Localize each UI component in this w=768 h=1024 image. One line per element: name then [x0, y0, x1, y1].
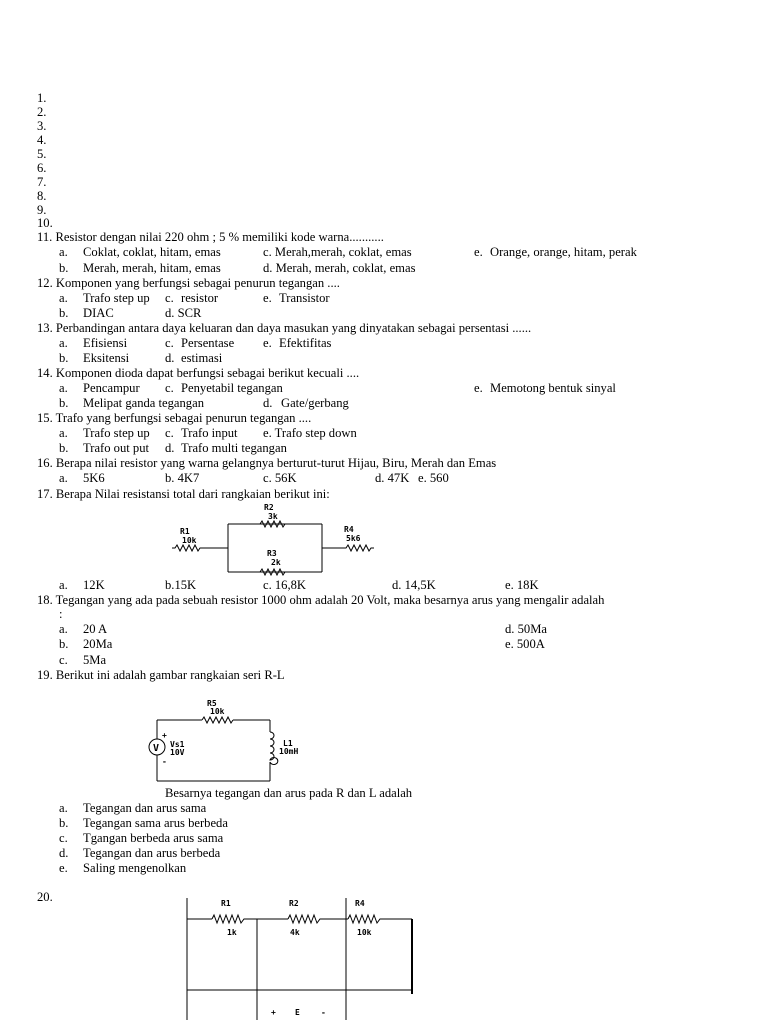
- item-number: 7.: [37, 175, 47, 189]
- option-label: e.: [474, 381, 483, 395]
- option-text: d. 47K: [375, 471, 410, 485]
- r1-value: 1k: [227, 928, 237, 937]
- item-number: 1.: [37, 91, 47, 105]
- option-text: resistor: [181, 291, 219, 305]
- option-text: Efektifitas: [279, 336, 332, 350]
- l1-label: L1: [283, 739, 293, 748]
- option-label: b.: [59, 261, 69, 275]
- item-number: 4.: [37, 133, 47, 147]
- option-text: Tegangan dan arus sama: [83, 801, 207, 815]
- minus-sign: -: [162, 757, 167, 766]
- option-text: Trafo multi tegangan: [181, 441, 287, 455]
- question-13: 13. Perbandingan antara daya keluaran dan daya masukan yang dinyatakan sebagai persentasi ......: [37, 321, 532, 335]
- option-label: a.: [59, 622, 68, 636]
- r1-label: R1: [180, 527, 190, 536]
- r4-value: 5k6: [346, 534, 361, 543]
- option-text: Trafo step up: [83, 426, 150, 440]
- r3-resistor: [260, 569, 285, 575]
- question-19: 19. Berikut ini adalah gambar rangkaian seri R-L: [37, 668, 285, 682]
- option-text: Merah, merah, hitam, emas: [83, 261, 221, 275]
- r5-value: 10k: [210, 707, 225, 716]
- option-label: c.: [59, 831, 68, 845]
- option-text: Melipat ganda tegangan: [83, 396, 204, 410]
- item-number: 3.: [37, 119, 47, 133]
- option-label: c.: [165, 381, 174, 395]
- vs1-value: 10V: [170, 748, 185, 757]
- option-label: b.: [59, 306, 69, 320]
- voltmeter-symbol: V: [153, 743, 160, 754]
- option-text: d. SCR: [165, 306, 202, 320]
- option-text: Eksitensi: [83, 351, 130, 365]
- option-label: a.: [59, 801, 68, 815]
- question-11: 11. Resistor dengan nilai 220 ohm ; 5 % memiliki kode warna...........: [37, 230, 384, 244]
- option-text: estimasi: [181, 351, 223, 365]
- option-text: 20 A: [83, 622, 108, 636]
- option-text: b.15K: [165, 578, 197, 592]
- question-16: 16. Berapa nilai resistor yang warna gelangnya berturut-turut Hijau, Biru, Merah dan Emas: [37, 456, 497, 470]
- question-14: 14. Komponen dioda dapat berfungsi sebagai berikut kecuali ....: [37, 366, 360, 380]
- option-label: b.: [59, 396, 69, 410]
- question-15: 15. Trafo yang berfungsi sebagai penurun tegangan ....: [37, 411, 312, 425]
- option-text: e. 560: [418, 471, 449, 485]
- option-label: a.: [59, 381, 68, 395]
- option-text: 5K6: [83, 471, 105, 485]
- option-text: Gate/gerbang: [281, 396, 349, 410]
- option-label: e.: [263, 336, 272, 350]
- vs1-label: Vs1: [170, 740, 185, 749]
- option-label: d.: [165, 441, 175, 455]
- item-number: 6.: [37, 161, 47, 175]
- r4-label: R4: [355, 899, 365, 908]
- r5-label: R5: [207, 699, 217, 708]
- r5-resistor: [202, 717, 233, 723]
- option-label: d.: [263, 396, 273, 410]
- plus-sign: +: [271, 1008, 276, 1017]
- option-text: c. 56K: [263, 471, 297, 485]
- plus-sign: +: [162, 731, 167, 740]
- r1-resistor: [212, 915, 288, 923]
- option-label: a.: [59, 291, 68, 305]
- item-number: 2.: [37, 105, 47, 119]
- option-text: d. 14,5K: [392, 578, 436, 592]
- option-label: a.: [59, 578, 68, 592]
- r4-resistor: [322, 545, 374, 551]
- option-text: DIAC: [83, 306, 114, 320]
- option-text: 12K: [83, 578, 105, 592]
- question-19-prompt: Besarnya tegangan dan arus pada R dan L adalah: [165, 786, 413, 800]
- option-label: b.: [59, 816, 69, 830]
- option-text: Trafo step up: [83, 291, 150, 305]
- item-number: 8.: [37, 189, 47, 203]
- option-text: Memotong bentuk sinyal: [490, 381, 616, 395]
- option-text: d. 50Ma: [505, 622, 547, 636]
- option-label: a.: [59, 245, 68, 259]
- option-label: d.: [59, 846, 69, 860]
- option-text: Pencampur: [83, 381, 140, 395]
- option-text: Transistor: [279, 291, 330, 305]
- r3-label: R3: [267, 549, 277, 558]
- option-text: b. 4K7: [165, 471, 200, 485]
- option-label: b.: [59, 441, 69, 455]
- option-label: c.: [165, 336, 174, 350]
- r1-resistor: [172, 545, 228, 551]
- option-text: d. Merah, merah, coklat, emas: [263, 261, 416, 275]
- option-label: a.: [59, 471, 68, 485]
- option-text: Efisiensi: [83, 336, 128, 350]
- r1-label: R1: [221, 899, 231, 908]
- option-label: b.: [59, 351, 69, 365]
- option-label: c.: [165, 291, 174, 305]
- option-text: Penyetabil tegangan: [181, 381, 283, 395]
- option-label: a.: [59, 336, 68, 350]
- option-text: Tegangan dan arus berbeda: [83, 846, 221, 860]
- source-e-label: E: [295, 1008, 300, 1017]
- minus-sign: -: [321, 1008, 326, 1017]
- r4-value: 10k: [357, 928, 372, 937]
- item-number: 9.: [37, 203, 47, 217]
- item-number: 5.: [37, 147, 47, 161]
- r3-value: 2k: [271, 558, 281, 567]
- r4-resistor: [348, 915, 412, 923]
- parallel-resistor-circuit: [160, 500, 390, 576]
- option-text: Tegangan sama arus berbeda: [83, 816, 228, 830]
- r2-label: R2: [289, 899, 299, 908]
- item-number: 10.: [37, 216, 53, 230]
- rl-series-circuit: [140, 692, 320, 788]
- option-label: c.: [59, 653, 68, 667]
- option-text: Persentase: [181, 336, 235, 350]
- mixed-resistor-circuit: [180, 894, 420, 1022]
- option-label: c.: [165, 426, 174, 440]
- option-text: Trafo out put: [83, 441, 150, 455]
- option-text: Tgangan berbeda arus sama: [83, 831, 224, 845]
- option-label: b.: [59, 637, 69, 651]
- option-text: e. 18K: [505, 578, 539, 592]
- r2-resistor: [260, 521, 285, 527]
- r1-value: 10k: [182, 536, 197, 545]
- l1-value: 10mH: [279, 747, 299, 756]
- question-18-continuation: :: [59, 607, 63, 621]
- question-17: 17. Berapa Nilai resistansi total dari rangkaian berikut ini:: [37, 487, 330, 501]
- r2-resistor: [288, 915, 348, 923]
- option-text: c. 16,8K: [263, 578, 307, 592]
- option-label: e.: [59, 861, 68, 875]
- question-20: 20.: [37, 890, 53, 904]
- r2-value: 4k: [290, 928, 300, 937]
- option-text: e. Trafo step down: [263, 426, 357, 440]
- option-text: Saling mengenolkan: [83, 861, 187, 875]
- option-label: e.: [474, 245, 483, 259]
- option-text: Trafo input: [181, 426, 238, 440]
- r4-label: R4: [344, 525, 354, 534]
- option-label: a.: [59, 426, 68, 440]
- option-text: e. 500A: [505, 637, 545, 651]
- option-text: 5Ma: [83, 653, 107, 667]
- option-text: Coklat, coklat, hitam, emas: [83, 245, 221, 259]
- question-18: 18. Tegangan yang ada pada sebuah resistor 1000 ohm adalah 20 Volt, maka besarnya arus yang mengalir adalah: [37, 593, 605, 607]
- r2-value: 3k: [268, 512, 278, 521]
- l1-inductor: [270, 732, 278, 765]
- option-label: d.: [165, 351, 175, 365]
- r2-label: R2: [264, 503, 274, 512]
- option-text: 20Ma: [83, 637, 113, 651]
- option-text: c. Merah,merah, coklat, emas: [263, 245, 412, 259]
- option-text: Orange, orange, hitam, perak: [490, 245, 637, 259]
- question-12: 12. Komponen yang berfungsi sebagai penurun tegangan ....: [37, 276, 340, 290]
- option-label: e.: [263, 291, 272, 305]
